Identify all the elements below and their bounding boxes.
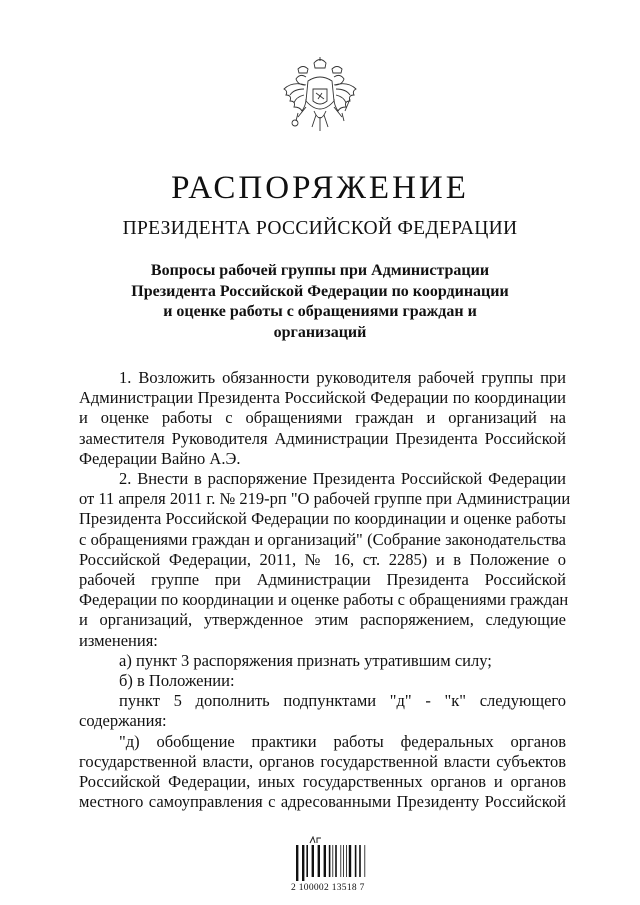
heading-line: Президента Российской Федерации по координации [131,282,509,300]
paragraph-punkt-5 [79,691,566,731]
text-line: от 11 апреля 2011 г. № 219-рп "О рабочей группе при Администрации [79,489,571,509]
barcode-block [291,836,373,893]
text-line: б) в Положении: [119,671,235,691]
text-line: Российской Федерации, иных государственных органов и органов [79,772,566,792]
text-line: государственной власти, органов государственной власти субъектов [79,751,566,771]
text-line: Федерации по координации и оценке работы с обращениями граждан [79,590,569,610]
text-line: и оценке работы с обращениями граждан и организаций на [79,408,566,428]
document-heading [90,261,550,343]
russian-coat-of-arms-icon [278,55,362,151]
barcode-bar [359,845,361,877]
paragraph-d [79,732,566,813]
paragraph-1 [79,368,566,469]
text-line: а) пункт 3 распоряжения признать утратившим силу; [119,650,492,670]
barcode-bar [335,845,337,877]
barcode-bar [302,845,304,881]
heading-line: Вопросы рабочей группы при Администрации [150,262,490,279]
text-line: изменения: [79,630,158,650]
text-line: Федерации Вайно А.Э. [79,448,241,468]
barcode-bar [329,845,331,877]
barcode-bar [312,845,314,877]
paragraph-b [79,671,566,691]
barcode-bar [340,845,341,877]
document-title: РАСПОРЯЖЕНИЕ [171,170,469,206]
barcode-bar [364,845,365,877]
barcode-bar [346,845,347,877]
heading-line: организаций [273,323,367,341]
paragraph-2 [79,469,571,651]
text-line: пункт 5 дополнить подпунктами "д" - "к" следующего [119,691,566,711]
text-line: 1. Возложить обязанности руководителя рабочей группы при [119,368,566,387]
barcode-icon [295,845,367,881]
text-line: и организаций, утвержденное этим распоряжением, следующие [79,610,566,630]
paragraph-a [79,651,566,671]
text-line: заместителя Руководителя Администрации Президента Российской [79,428,566,448]
barcode-bar [349,845,351,877]
barcode-bar [355,845,357,877]
document-body [79,368,571,812]
text-line: рабочей группе при Администрации Президента Российской [79,570,566,590]
barcode-bar [296,845,298,881]
barcode-bar [306,845,308,877]
text-line: Администрации Президента Российской Федерации по координации [79,388,566,408]
barcode-bar [318,845,320,877]
text-line: местного самоуправления с адресованными Президенту Российской [79,792,566,812]
barcode-bar [324,845,326,877]
text-line: Президента Российской Федерации по координации и оценке работы [79,509,566,529]
text-line: Российской Федерации, 2011, № 16, ст. 2285) и в Положение о [79,549,566,569]
text-line: с обращениями граждан и организаций" (Собрание законодательства [79,529,566,549]
text-line: содержания: [79,711,167,731]
barcode-bar [332,845,333,877]
printer-mark-icon [309,836,323,844]
document-subtitle: ПРЕЗИДЕНТА РОССИЙСКОЙ ФЕДЕРАЦИИ [122,218,518,239]
text-line: "д) обобщение практики работы федеральных органов [119,731,566,751]
heading-line: и оценке работы с обращениями граждан и [163,303,477,320]
barcode-bar [343,845,344,877]
barcode-number: 2 100002 13518 7 [291,883,365,893]
text-line: 2. Внести в распоряжение Президента Российской Федерации [119,469,566,489]
